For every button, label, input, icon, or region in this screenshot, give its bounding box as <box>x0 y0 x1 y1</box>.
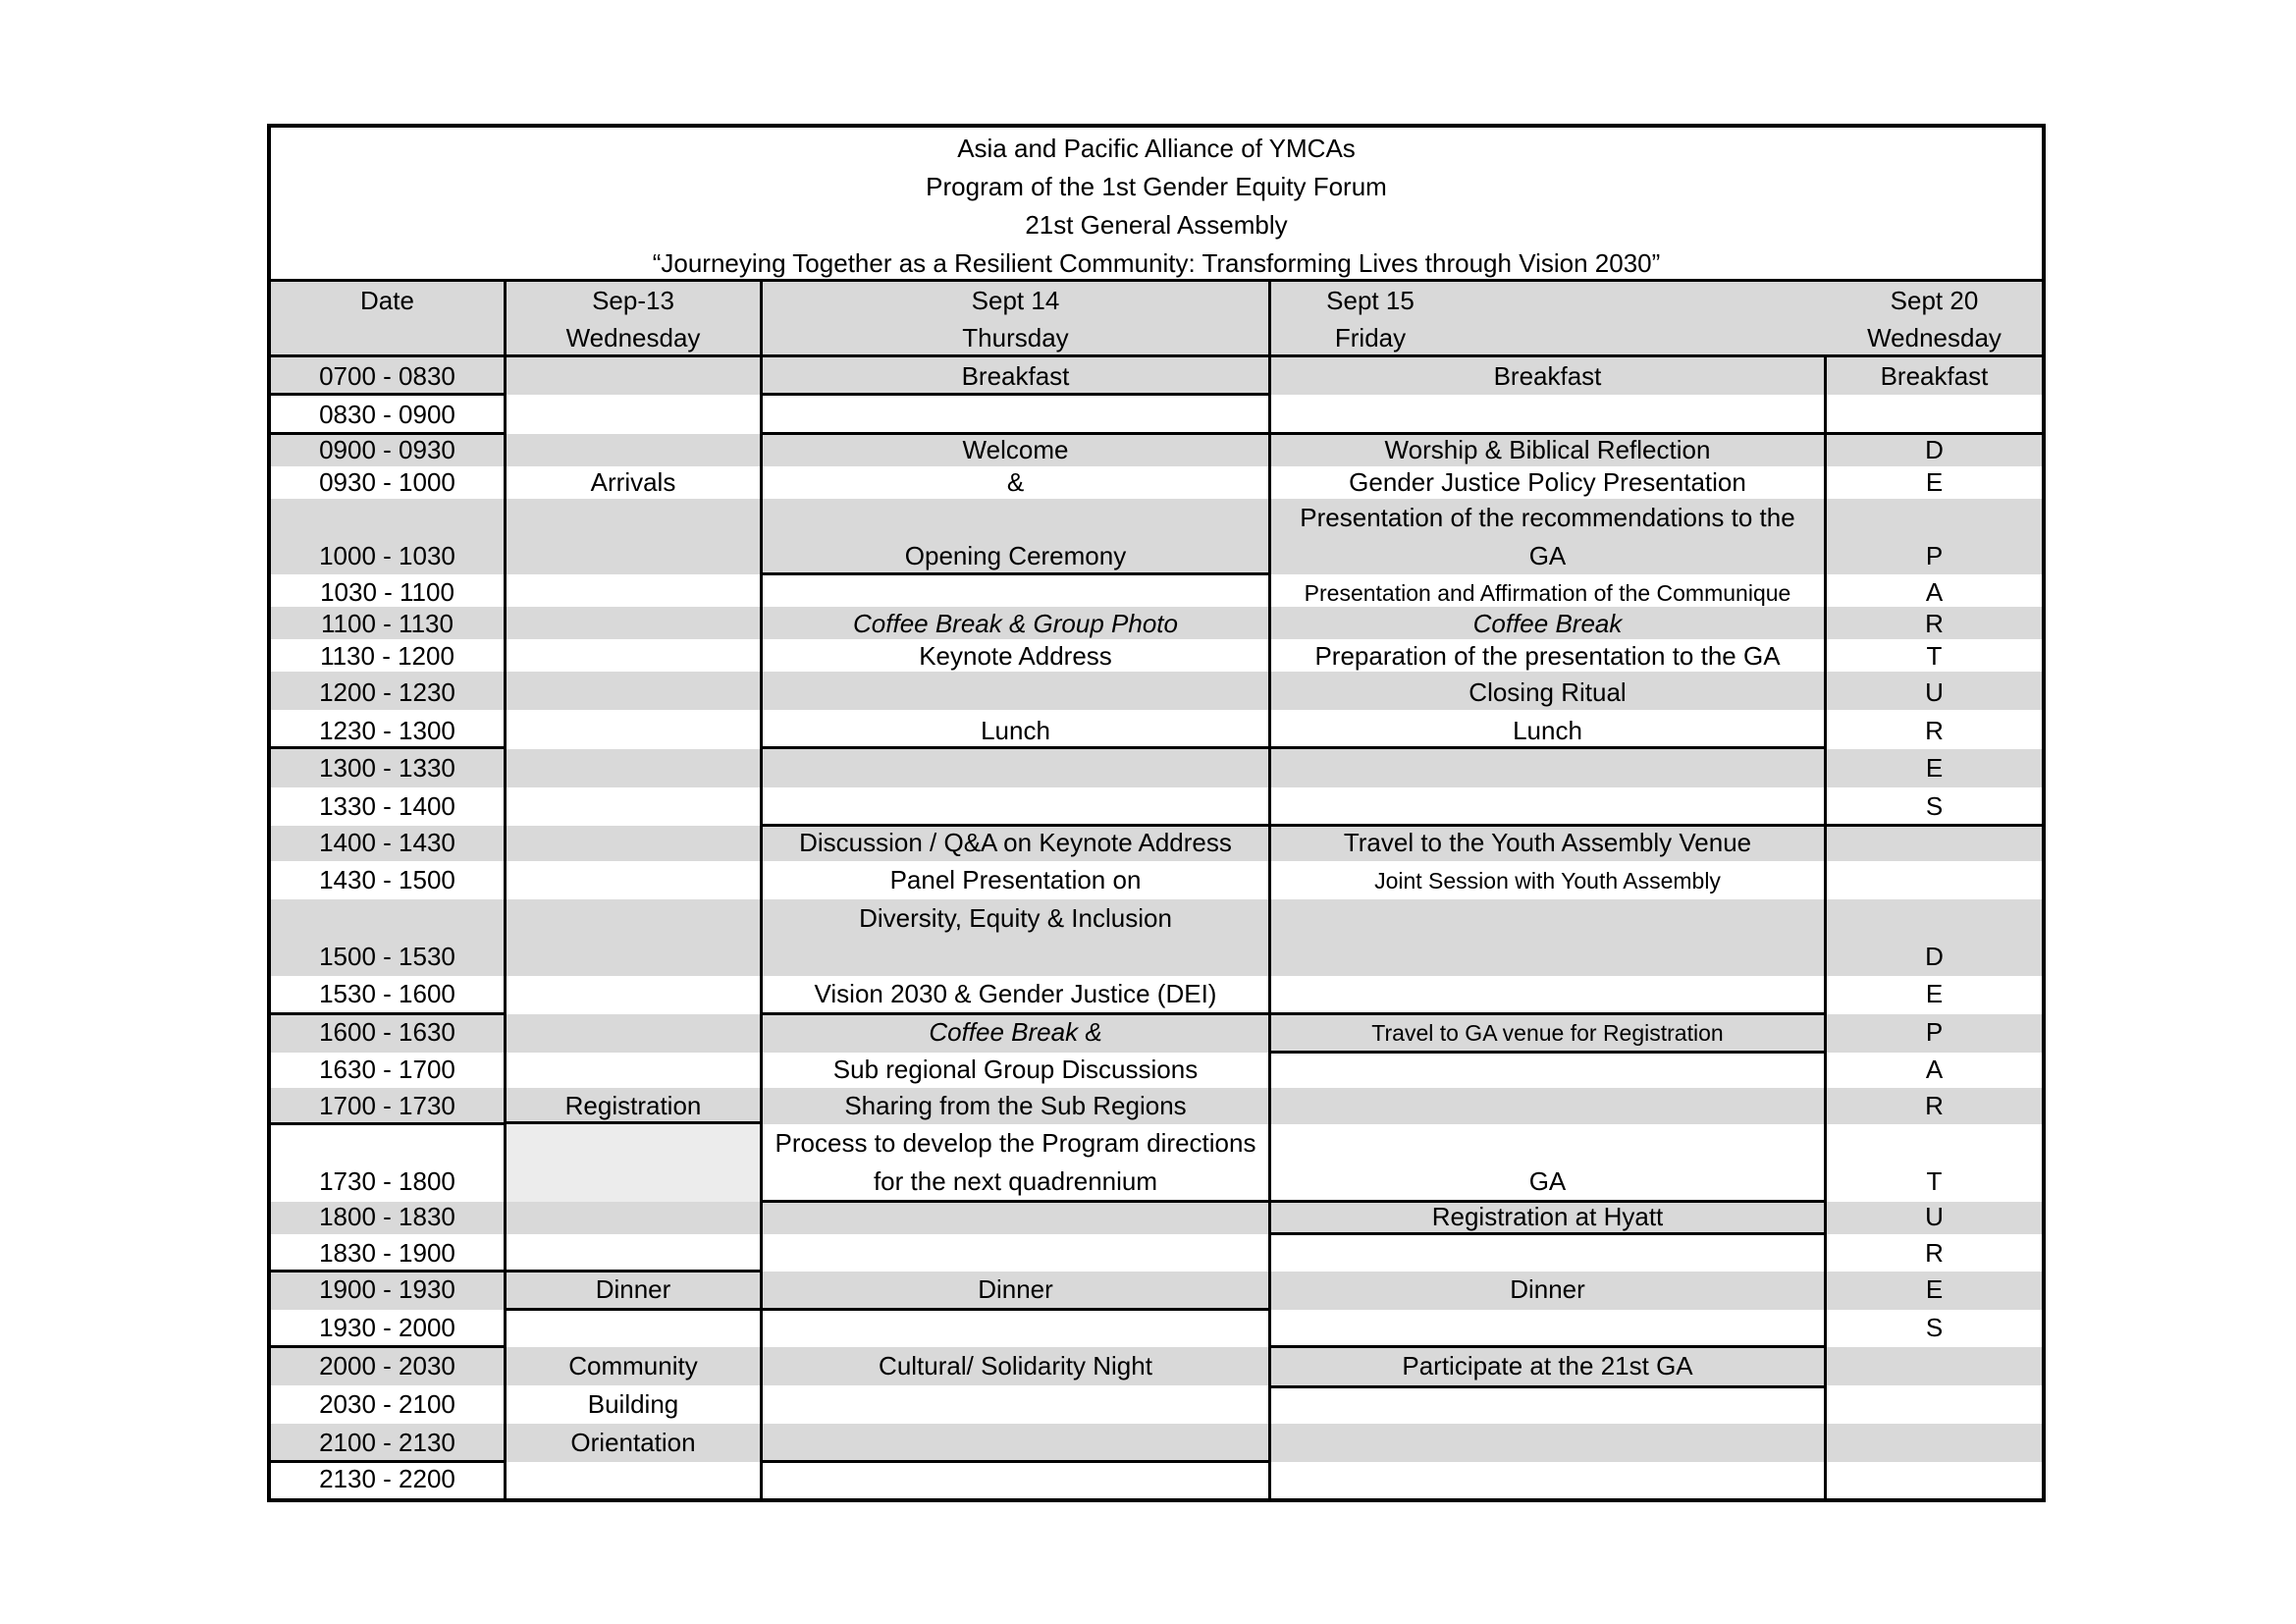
schedule-grid <box>271 282 2042 1498</box>
event-community-building: Building <box>587 1389 679 1419</box>
band-row <box>271 749 2042 787</box>
time-slot: 0900 - 0930 <box>319 435 455 464</box>
event-communique: Presentation and Affirmation of the Communique <box>1304 580 1791 606</box>
time-slot: 2100 - 2130 <box>319 1428 455 1457</box>
event-sharing-subregions: Sharing from the Sub Regions <box>844 1091 1187 1120</box>
time-slot: 1930 - 2000 <box>319 1313 455 1342</box>
event-participate-ga: Participate at the 21st GA <box>1402 1351 1693 1380</box>
time-slot: 1700 - 1730 <box>319 1091 455 1120</box>
time-slot: 1630 - 1700 <box>319 1055 455 1084</box>
event-program-directions: Process to develop the Program directions <box>774 1128 1256 1158</box>
event-breakfast: Breakfast <box>961 361 1070 391</box>
time-slot: 1130 - 1200 <box>320 641 454 671</box>
time-slot: 1900 - 1930 <box>319 1274 455 1304</box>
program-title: Program of the 1st Gender Equity Forum <box>926 172 1387 201</box>
event-lunch: Lunch <box>981 716 1050 745</box>
event-gender-policy: Gender Justice Policy Presentation <box>1349 467 1746 497</box>
event-cultural-night: Cultural/ Solidarity Night <box>879 1351 1152 1380</box>
event-worship: Worship & Biblical Reflection <box>1384 435 1711 464</box>
departures-letter: D <box>1925 942 1944 971</box>
time-slot: 2130 - 2200 <box>319 1464 455 1493</box>
event-ga: GA <box>1528 1166 1567 1196</box>
departures-letter: A <box>1925 1055 1944 1084</box>
time-slot: 1000 - 1030 <box>319 541 455 570</box>
column-header-sep20-date: Sept 20 <box>1890 286 1979 315</box>
departures-letter: T <box>1926 1166 1943 1196</box>
departures-letter: E <box>1925 979 1944 1008</box>
event-lunch: Lunch <box>1513 716 1582 745</box>
column-header-sep20-day: Wednesday <box>1867 323 2002 352</box>
time-slot: 1730 - 1800 <box>319 1166 455 1196</box>
time-slot: 1830 - 1900 <box>319 1238 455 1268</box>
column-header-sep13-day: Wednesday <box>565 323 701 352</box>
event-panel-presentation: Diversity, Equity & Inclusion <box>859 903 1172 933</box>
departures-letter: S <box>1925 791 1944 821</box>
event-subregional-discussions: Sub regional Group Discussions <box>832 1055 1199 1084</box>
event-orientation: Orientation <box>570 1428 696 1457</box>
departures-letter: R <box>1925 1091 1944 1120</box>
time-slot: 1230 - 1300 <box>319 716 455 745</box>
departures-letter: R <box>1925 716 1944 745</box>
time-slot: 1200 - 1230 <box>319 677 455 707</box>
departures-letter: P <box>1925 1017 1944 1047</box>
time-slot: 1430 - 1500 <box>319 865 455 894</box>
divider <box>762 1460 1269 1463</box>
time-slot: 1300 - 1330 <box>319 753 455 783</box>
departures-letter: E <box>1925 753 1944 783</box>
column-header-sep15-date: Sept 15 <box>1326 286 1415 315</box>
event-joint-session: Joint Session with Youth Assembly <box>1374 868 1721 893</box>
divider <box>506 1308 761 1311</box>
event-arrivals: Arrivals <box>590 467 676 497</box>
event-welcome: Welcome <box>962 435 1069 464</box>
organization-name: Asia and Pacific Alliance of YMCAs <box>957 134 1356 163</box>
event-travel-ga-venue: Travel to GA venue for Registration <box>1371 1020 1724 1046</box>
departures-letter: R <box>1925 1238 1944 1268</box>
departures-letter: T <box>1926 641 1943 671</box>
event-coffee-break-photo: Coffee Break & Group Photo <box>853 609 1178 638</box>
departures-letter: U <box>1925 677 1944 707</box>
event-opening-ceremony: Opening Ceremony <box>904 541 1127 570</box>
event-vision-2030: Vision 2030 & Gender Justice (DEI) <box>814 979 1217 1008</box>
column-header-sep15-day: Friday <box>1334 323 1407 352</box>
departures-letter: R <box>1925 609 1944 638</box>
theme-title: “Journeying Together as a Resilient Community: Transforming Lives through Vision 2030” <box>652 248 1661 278</box>
event-presentation-prep: Preparation of the presentation to the GA <box>1314 641 1781 671</box>
departures-letter: A <box>1925 577 1944 607</box>
band-cell <box>506 1124 760 1202</box>
time-slot: 2000 - 2030 <box>319 1351 455 1380</box>
time-slot: 0830 - 0900 <box>319 400 455 429</box>
departures-letter: P <box>1925 541 1944 570</box>
event-dinner: Dinner <box>595 1274 671 1304</box>
title-block <box>271 128 2042 282</box>
time-slot: 1330 - 1400 <box>319 791 455 821</box>
event-travel-youth-venue: Travel to the Youth Assembly Venue <box>1343 828 1752 857</box>
event-community-building: Community <box>568 1351 698 1380</box>
time-slot: 1030 - 1100 <box>320 577 454 607</box>
column-header-sep14-date: Sept 14 <box>971 286 1060 315</box>
time-slot: 1500 - 1530 <box>319 942 455 971</box>
assembly-title: 21st General Assembly <box>1025 210 1288 240</box>
time-slot: 1400 - 1430 <box>319 828 455 857</box>
event-dinner: Dinner <box>978 1274 1053 1304</box>
time-slot: 0930 - 1000 <box>319 467 455 497</box>
event-coffee-break: Coffee Break <box>1472 609 1623 638</box>
divider <box>1270 1385 1825 1388</box>
event-program-directions: for the next quadrennium <box>873 1166 1158 1196</box>
schedule-table <box>267 124 2046 1502</box>
event-closing-ritual: Closing Ritual <box>1468 677 1627 707</box>
time-slot: 1800 - 1830 <box>319 1202 455 1231</box>
divider <box>762 1308 1269 1311</box>
time-slot: 0700 - 0830 <box>319 361 455 391</box>
event-breakfast: Breakfast <box>1493 361 1602 391</box>
event-recommendations: Presentation of the recommendations to the <box>1300 503 1795 532</box>
event-registration-hyatt: Registration at Hyatt <box>1431 1202 1664 1231</box>
column-header-sep13-date: Sep-13 <box>592 286 674 315</box>
event-keynote-address: Keynote Address <box>919 641 1112 671</box>
event-recommendations: GA <box>1528 541 1567 570</box>
departures-letter: E <box>1925 467 1944 497</box>
time-slot: 1100 - 1130 <box>321 609 454 638</box>
event-discussion: Discussion / Q&A on Keynote Address <box>799 828 1232 857</box>
event-coffee-break: Coffee Break & <box>929 1017 1102 1047</box>
departures-letter: E <box>1925 1274 1944 1304</box>
event-breakfast: Breakfast <box>1880 361 1989 391</box>
column-header-date: Date <box>360 286 414 315</box>
departures-letter: U <box>1925 1202 1944 1231</box>
time-slot: 1530 - 1600 <box>319 979 455 1008</box>
event-dinner: Dinner <box>1510 1274 1585 1304</box>
departures-letter: D <box>1925 435 1944 464</box>
divider <box>762 1200 1269 1203</box>
departures-letter: S <box>1925 1313 1944 1342</box>
event-welcome-ampersand: & <box>1006 467 1025 497</box>
event-registration: Registration <box>564 1091 702 1120</box>
event-panel-presentation: Panel Presentation on <box>889 865 1142 894</box>
column-header-sep14-day: Thursday <box>962 323 1069 352</box>
time-slot: 1600 - 1630 <box>319 1017 455 1047</box>
time-slot: 2030 - 2100 <box>319 1389 455 1419</box>
